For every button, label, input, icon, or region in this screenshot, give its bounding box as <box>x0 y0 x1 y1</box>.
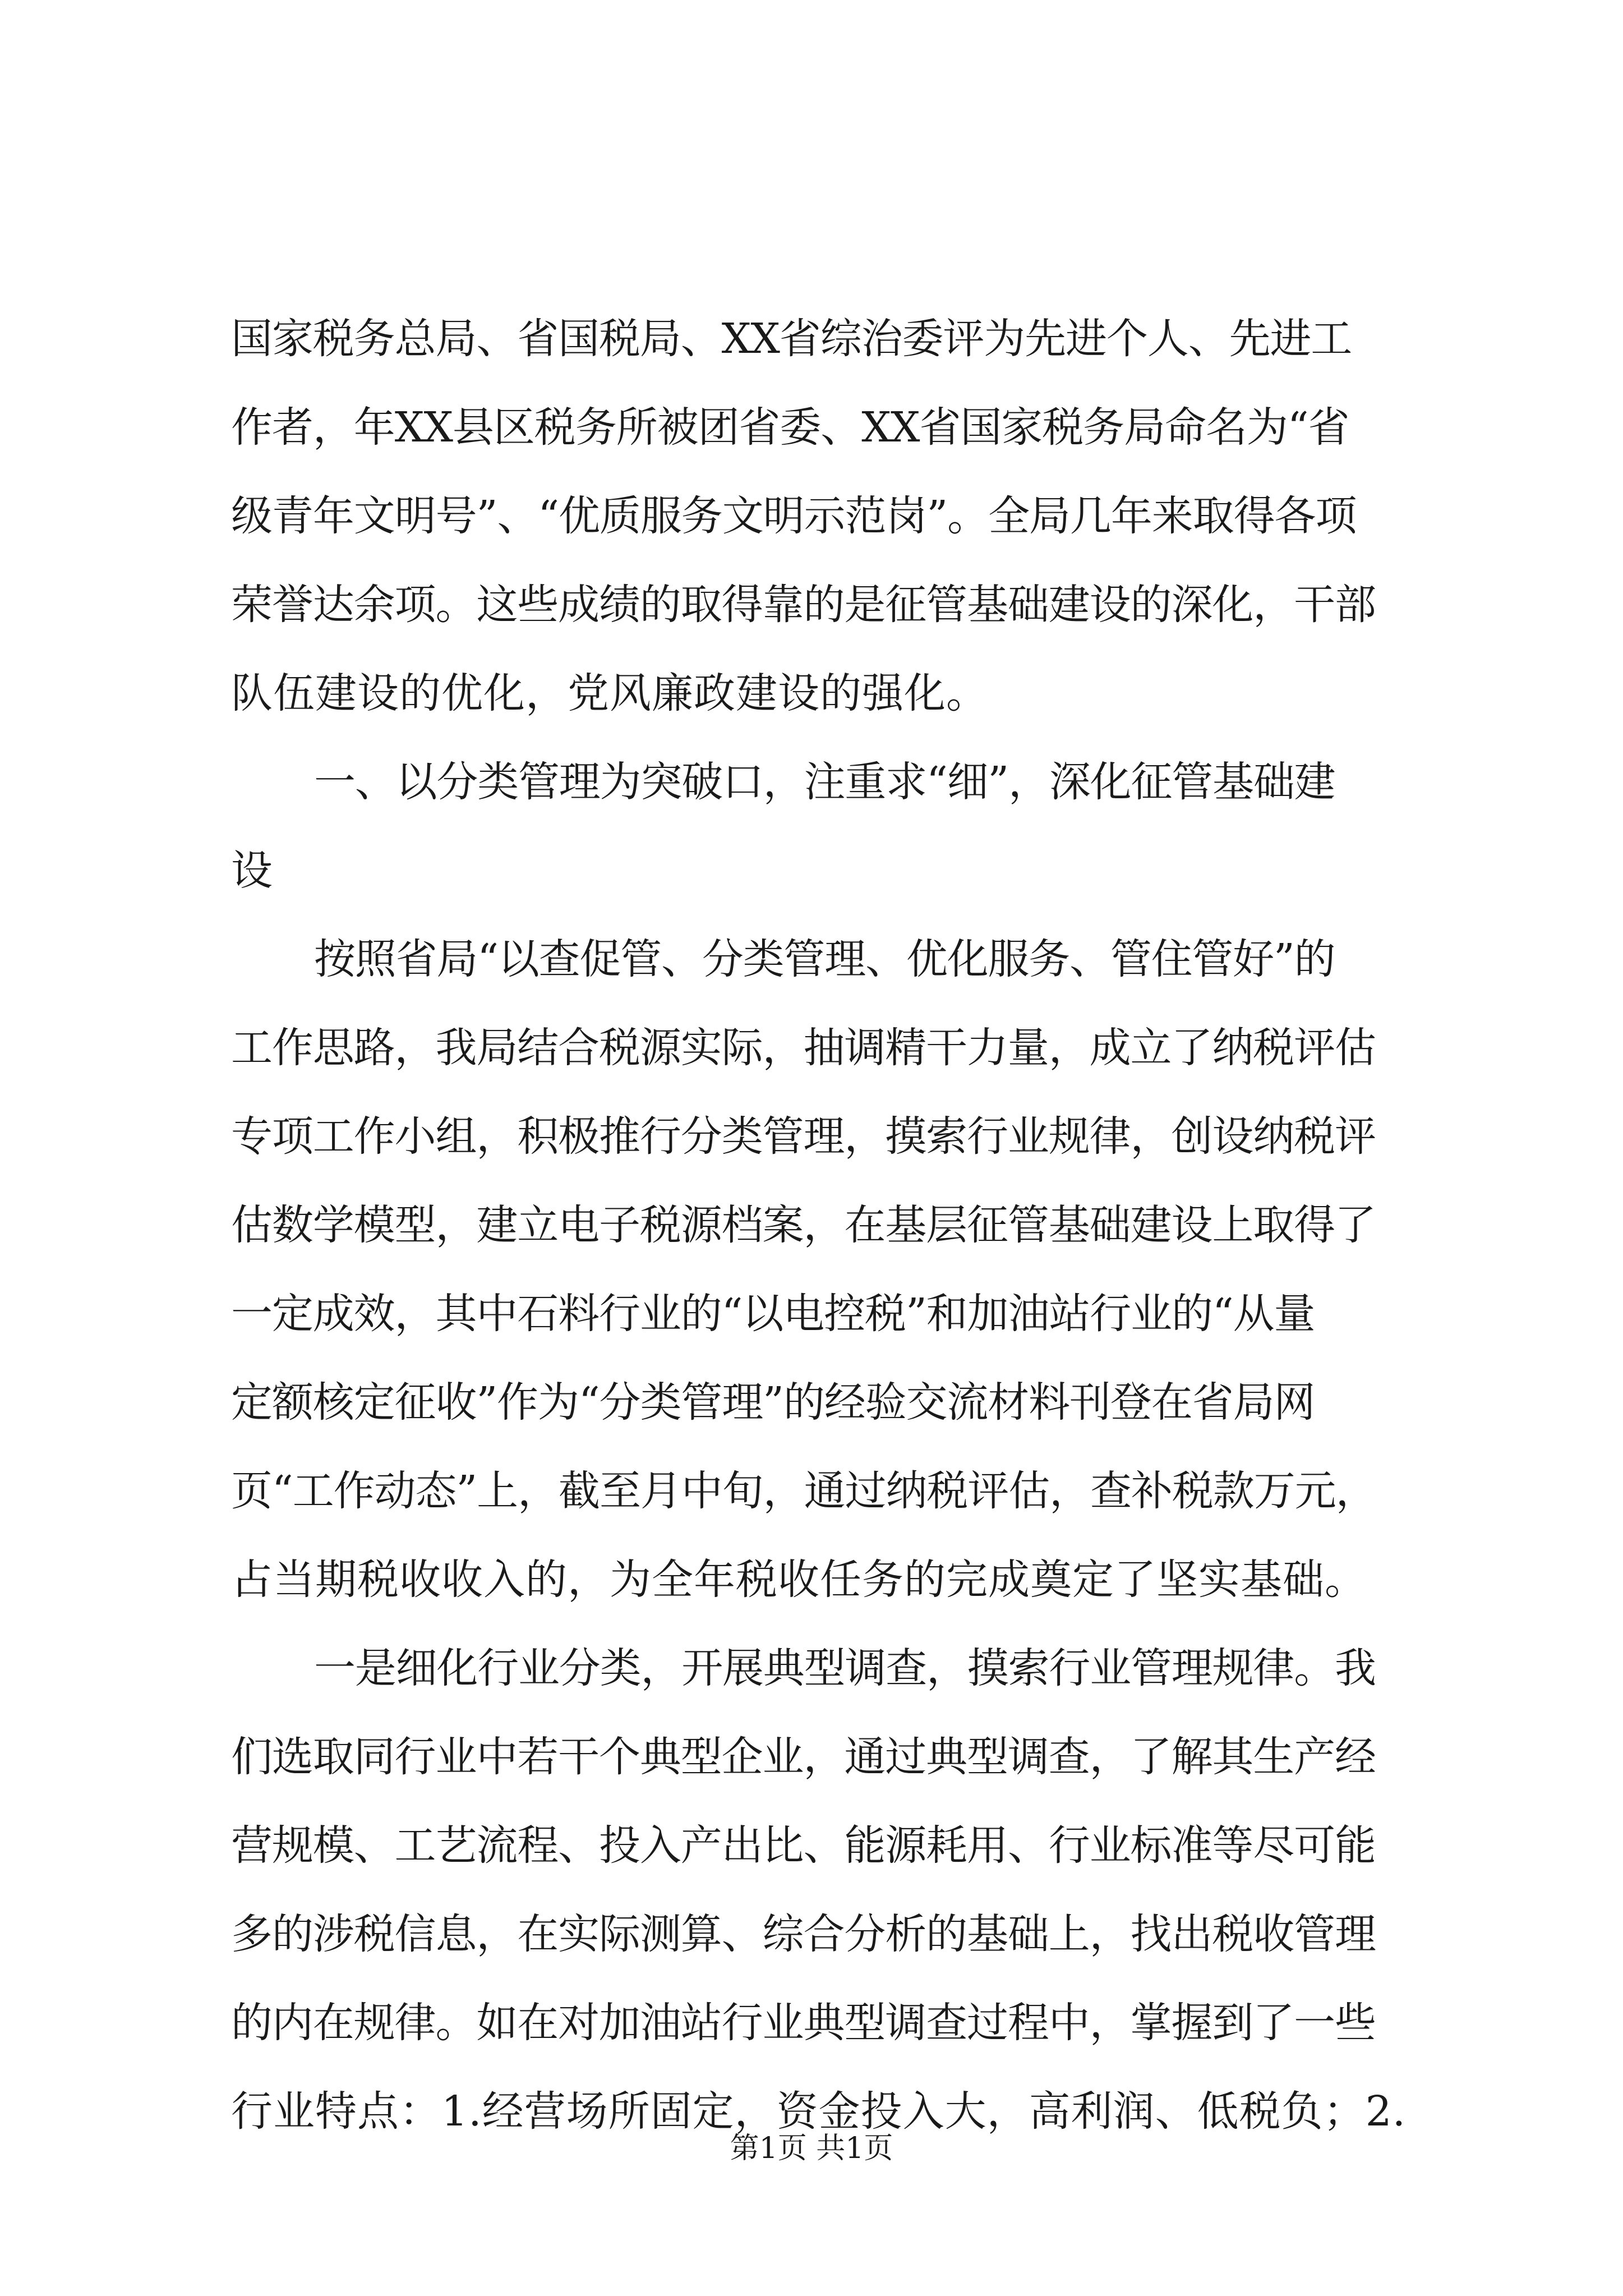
page-footer: 第1页 共1页 <box>730 2132 893 2165</box>
text-line: 作者，年XX县区税务所被团省委、XX省国家税务局命名为“省 <box>231 403 1349 452</box>
text-line: 专项工作小组，积极推行分类管理，摸索行业规律，创设纳税评 <box>231 1112 1376 1161</box>
text-line: 营规模、工艺流程、投入产出比、能源耗用、行业标准等尽可能 <box>231 1821 1376 1870</box>
text-line: 荣誉达余项。这些成绩的取得靠的是征管基础建设的深化，干部 <box>231 581 1376 629</box>
text-line: 的内在规律。如在对加油站行业典型调查过程中，掌握到了一些 <box>231 1999 1376 2047</box>
text-line: 级青年文明号”、“优质服务文明示范岗”。全局几年来取得各项 <box>231 492 1357 540</box>
paragraph <box>231 295 1409 738</box>
text-line: 占当期税收收入的，为全年税收任务的完成奠定了坚实基础。 <box>231 1556 1367 1604</box>
text-line: 定额核定征收”作为“分类管理”的经验交流材料刊登在省局网 <box>231 1378 1315 1427</box>
text-line: 估数学模型，建立电子税源档案，在基层征管基础建设上取得了 <box>231 1201 1376 1249</box>
text-line: 一定成效，其中石料行业的“以电控税”和加油站行业的“从量 <box>231 1290 1315 1338</box>
text-line: 们选取同行业中若干个典型企业，通过典型调查，了解其生产经 <box>231 1733 1376 1781</box>
paragraph <box>231 738 1409 915</box>
text-line: 行业特点：1.经营场所固定，资金投入大，高利润、低税负；2. <box>231 2087 1407 2136</box>
paragraph <box>231 915 1409 1624</box>
text-line: 队伍建设的优化，党风廉政建设的强化。 <box>231 669 988 717</box>
text-line: 设 <box>231 846 273 895</box>
text-line: 一、以分类管理为突破口，注重求“细”，深化征管基础建 <box>314 758 1335 806</box>
text-line: 多的涉税信息，在实际测算、综合分析的基础上，找出税收管理 <box>231 1910 1376 1958</box>
document-body <box>231 295 1409 2156</box>
text-line: 工作思路，我局结合税源实际，抽调精干力量，成立了纳税评估 <box>231 1024 1376 1072</box>
paragraph <box>231 1624 1409 2156</box>
text-line: 一是细化行业分类，开展典型调查，摸索行业管理规律。我 <box>314 1644 1376 1692</box>
text-line: 页“工作动态”上，截至月中旬，通过纳税评估，查补税款万元， <box>231 1467 1377 1515</box>
text-line: 按照省局“以查促管、分类管理、优化服务、管住管好”的 <box>314 935 1335 983</box>
text-line: 国家税务总局、省国税局、XX省综治委评为先进个人、先进工 <box>231 315 1352 363</box>
